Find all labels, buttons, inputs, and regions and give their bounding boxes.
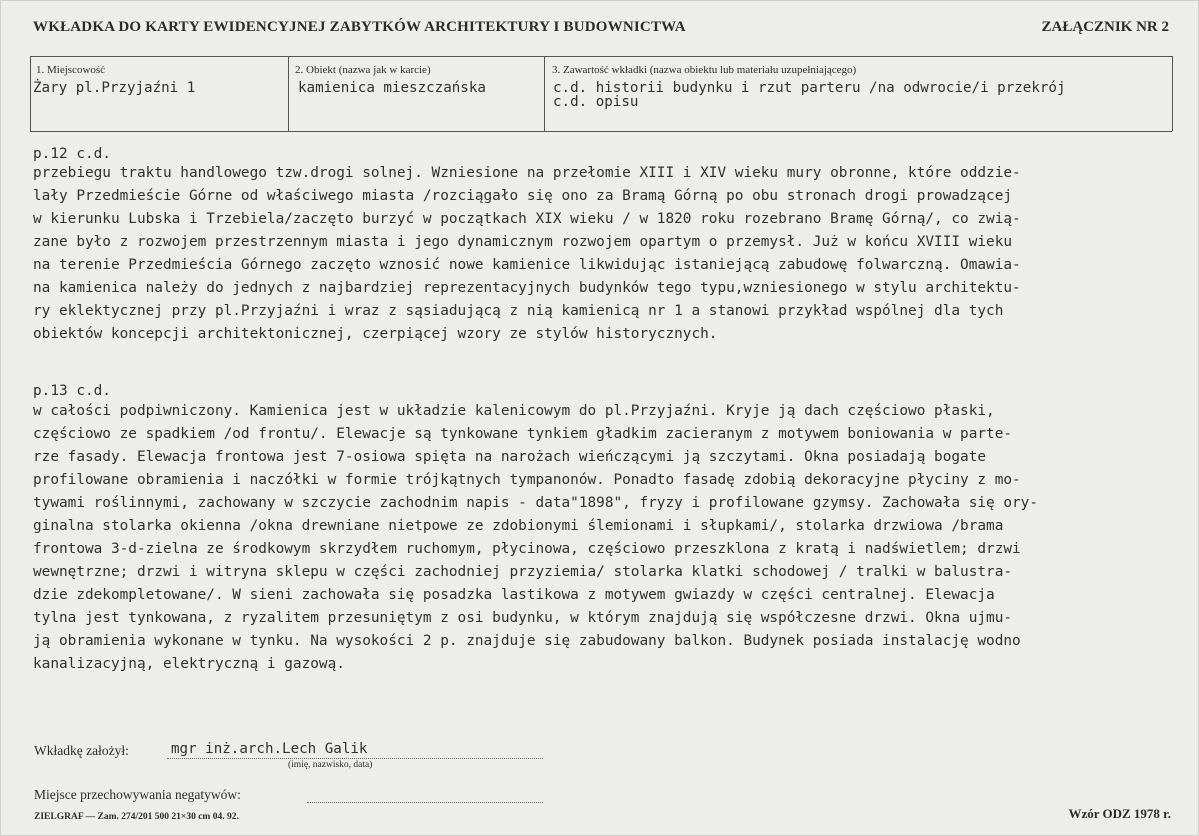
field-content-label: 3. Zawartość wkładki (nazwa obiektu lub materiału uzupełniającego): [552, 64, 857, 76]
negatives-label: Miejsce przechowywania negatywów:: [34, 787, 241, 802]
fields-right-border: [1172, 56, 1173, 131]
text-line: ją obramienia wykonane w tynku. Na wysokości 2 p. znajduje się zabudowany balkon. Budynek posiada instalację wodno: [33, 633, 1021, 649]
founder-value: mgr inż.arch.Lech Galik: [171, 741, 368, 757]
negatives-dotted-line: [307, 802, 543, 803]
fields-divider-2: [544, 56, 545, 131]
text-line: frontowa 3-d-zielna ze środkowym skrzydłem ruchomym, płycinowa, częściowo przeszklona z kratą i nadświetlem; drzwi: [33, 541, 1021, 557]
founder-dotted-line: [167, 758, 543, 759]
text-line: ginalna stolarka okienna /okna drewniane nietpowe ze zdobionymi ślemionami i słupkami/, stolarka drzwiowa /brama: [33, 518, 1004, 534]
fields-divider-1: [288, 56, 289, 131]
text-line: tywami roślinnymi, zachowany w szczycie zachodnim napis - data"1898", fryzy i profilowane gzymsy. Zachowała się ory-: [33, 495, 1039, 511]
fields-bottom-rule: [30, 131, 1172, 132]
section-heading: p.13 c.d.: [33, 383, 111, 399]
field-object-value: kamienica mieszczańska: [298, 80, 486, 96]
text-line: przebiegu traktu handlowego tzw.drogi solnej. Wzniesione na przełomie XIII i XIV wieku mury obronne, które oddzie-: [33, 165, 1021, 181]
field-locality-label: 1. Miejscowość: [36, 64, 106, 76]
text-line: ry eklektycznej przy pl.Przyjaźni i wraz z sąsiadującą z nią kamienicą nr 1 a stanowi przykład wspólnej dla tych: [33, 303, 1004, 319]
text-line: na kamienica należy do jednych z najbardziej reprezentacyjnych budynków tego typu,wzniesionego w stylu architektu-: [33, 280, 1021, 296]
field-content-value-line: c.d. historii budynku i rzut parteru /na odwrocie/i przekrój: [553, 80, 1066, 96]
text-line: rze fasady. Elewacja frontowa jest 7-osiowa spięta na narożach wieńczącymi ją szczytami. Okna posiadają bogate: [33, 449, 987, 465]
founder-hint: (imię, nazwisko, data): [288, 760, 373, 770]
form-title: WKŁADKA DO KARTY EWIDENCYJNEJ ZABYTKÓW ARCHITEKTURY I BUDOWNICTWA: [33, 19, 686, 35]
fields-top-rule: [30, 56, 1172, 57]
founder-label: Wkładkę założył:: [34, 743, 129, 758]
field-content-value-line: c.d. opisu: [553, 94, 639, 110]
form-code: Wzór ODZ 1978 r.: [1068, 806, 1171, 821]
section-heading: p.12 c.d.: [33, 146, 111, 162]
text-line: w całości podpiwniczony. Kamienica jest w układzie kalenicowym do pl.Przyjaźni. Kryje ją dach częściowo płaski,: [33, 403, 995, 419]
text-line: obiektów koncepcji architektonicznej, czerpiącej wzory ze stylów historycznych.: [33, 326, 718, 342]
text-line: wewnętrzne; drzwi i witryna sklepu w części zachodniej przyziemia/ stolarka klatki schodowej / tralki w balustra-: [33, 564, 1013, 580]
printer-info: ZIELGRAF — Zam. 274/201 500 21×30 cm 04. 92.: [34, 812, 239, 822]
fields-left-border: [30, 56, 31, 131]
text-line: dzie zdekompletowane/. W sieni zachowała się posadzka lastikowa z motywem gwiazdy w części centralnej. Elewacja: [33, 587, 995, 603]
annex-number: ZAŁĄCZNIK NR 2: [1041, 19, 1169, 35]
field-locality-value: Żary pl.Przyjaźni 1: [33, 80, 196, 96]
text-line: na terenie Przedmieścia Górnego zaczęto wznosić nowe kamienice likwidując istaniejącą zabudowę folwarczną. Omawia-: [33, 257, 1021, 273]
text-line: kanalizacyjną, elektryczną i gazową.: [33, 656, 345, 672]
field-object-label: 2. Obiekt (nazwa jak w karcie): [295, 64, 431, 76]
text-line: w kierunku Lubska i Trzebiela/zaczęto burzyć w początkach XIX wieku / w 1820 roku rozebrano Bramę Górną/, co zwią-: [33, 211, 1021, 227]
text-line: profilowane obramienia i naczółki w formie trójkątnych tympanonów. Ponadto fasadę zdobią dekoracyjne płyciny z mo-: [33, 472, 1021, 488]
text-line: lały Przedmieście Górne od właściwego miasta /rozciągało się ono za Bramą Górną po obu stronach drogi prowadzącej: [33, 188, 1013, 204]
text-line: tylna jest tynkowana, z ryzalitem przesuniętym z osi budynku, w którym znajdują się współczesne drzwi. Okna ujmu-: [33, 610, 1013, 626]
text-line: zane było z rozwojem przestrzennym miasta i jego dynamicznym rozwojem opartym o przemysł. Już w końcu XVIII wieku: [33, 234, 1013, 250]
text-line: częściowo ze spadkiem /od frontu/. Elewacje są tynkowane tynkiem gładkim zacieranym z motywem boniowania w parte-: [33, 426, 1013, 442]
